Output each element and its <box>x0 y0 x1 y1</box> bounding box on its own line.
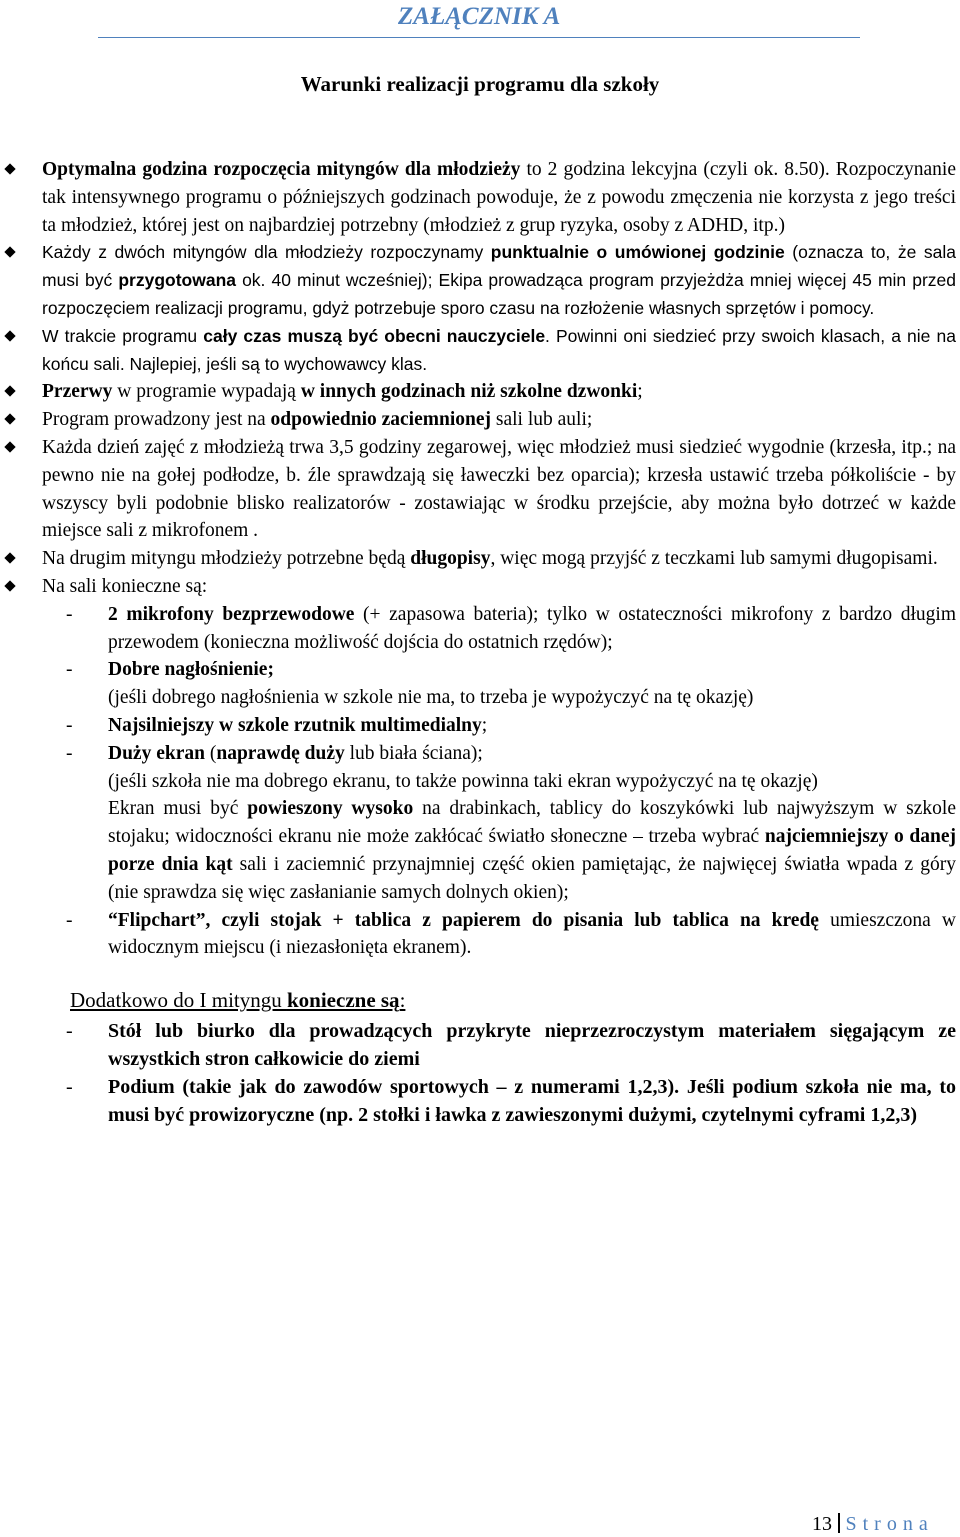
diamond-bullet-icon <box>4 247 15 258</box>
page-number: 13 <box>812 1513 832 1535</box>
diamond-bullet-icon <box>4 330 15 341</box>
bullet-bold-text: przygotowana <box>118 270 236 291</box>
equipment-flipchart <box>0 907 960 963</box>
header-rule <box>98 37 860 38</box>
equipment-text: sali i zaciemnić przynajmniej część okien pamiętając, że najwięcej światła wpada z góry (nie sprawdza się więc zasłanianie samych dolnych okien); <box>108 853 956 903</box>
bullet-text: sali lub auli; <box>491 409 593 431</box>
extra-text: Podium (takie jak do zawodów sportowych – z numerami 1,2,3). Jeśli podium szkoła nie ma, to musi być prowizoryczne (np. 2 stołki i ławka z zawieszonymi dużymi, czytelnymi cyframi 1,2,3) <box>108 1076 956 1127</box>
bullet-bold-text: Optymalna godzina rozpoczęcia mityngów dla młodzieży <box>42 159 521 180</box>
heading-bold-text: konieczne są <box>286 988 400 1013</box>
dash-marker: - <box>66 714 73 736</box>
bullet-bold-text: długopisy <box>410 548 491 570</box>
dash-marker: - <box>66 1020 73 1043</box>
bullet-text: to 2 godzina lekcyjna (czyli ok. 8.50). Rozpoczynanie tak intensywnego programu o późniejszych godzinach powoduje, że z powodu zmęczenia nie korzysta z jego treści ta młodzież, której jest on najbardziej potrzebny (młodzież z grup ryzyka, osoby z ADHD, itp.) <box>42 159 956 236</box>
equipment-bold-text: najciemniejszy o danej porze dnia kąt <box>108 826 957 875</box>
diamond-bullet-icon <box>4 580 15 591</box>
equipment-bold-text: powieszony wysoko <box>247 798 414 820</box>
diamond-bullet-icon <box>4 414 15 425</box>
equipment-bold-text: Dobre nagłośnienie; <box>108 659 274 681</box>
header-title: ZAŁĄCZNIK A <box>398 3 561 30</box>
equipment-list <box>0 601 960 962</box>
dash-marker: - <box>66 1076 73 1099</box>
bullet-breaks <box>0 378 960 406</box>
bullet-text: Na drugim mityngu młodzieży potrzebne będą <box>42 548 411 570</box>
bullet-seating <box>0 434 960 545</box>
bullet-bold-text: w innych godzinach niż szkolne dzwonki <box>300 381 638 403</box>
heading-text: : <box>399 988 406 1013</box>
equipment-text: ( <box>204 742 217 764</box>
extra-table <box>0 1017 960 1073</box>
footer-separator <box>838 1513 840 1533</box>
equipment-bold-text: “Flipchart”, czyli stojak + tablica z papierem do pisania lub tablica na kredę <box>108 909 819 931</box>
bullet-bold-text: cały czas muszą być obecni nauczyciele <box>203 325 546 346</box>
bullet-bold-text: punktualnie o umówionej godzinie <box>490 242 785 263</box>
bullet-text: ; <box>637 381 643 403</box>
dash-marker: - <box>66 659 73 681</box>
bullet-text: Każdy z dwóch mityngów dla młodzieży rozpoczynamy <box>42 242 491 263</box>
equipment-sound <box>0 656 960 712</box>
bullet-text: Na sali konieczne są: <box>42 575 208 597</box>
page-word: Strona <box>845 1513 934 1535</box>
dash-marker: - <box>66 603 73 625</box>
diamond-bullet-icon <box>4 163 15 174</box>
equipment-text: lub biała ściana); <box>344 742 483 764</box>
bullet-teachers <box>0 323 960 379</box>
bullet-text: w programie wypadają <box>112 381 301 403</box>
equipment-text: Ekran musi być <box>108 798 248 820</box>
bullet-text: W trakcie programu <box>42 325 204 346</box>
bullet-text: . Powinni oni siedzieć przy swoich klasach, a nie na końcu sali. Najlepiej, jeśli są to wychowawcy klas. <box>42 325 956 374</box>
diamond-bullet-icon <box>4 386 15 397</box>
bullet-room-equipment <box>0 573 960 601</box>
equipment-bold-text: Najsilniejszy w szkole rzutnik multimedialny <box>108 714 482 736</box>
bullet-text: ok. 40 minut wcześniej); Ekipa prowadząca program przyjeżdża mniej więcej 45 min przed rozpoczęciem realizacji programu, gdyż potrzebuje sporo czasu na rozłożenie własnych sprzętów i pomocy. <box>42 270 956 318</box>
bullet-bold-text: odpowiednio zaciemnionej <box>270 409 491 431</box>
equipment-projector <box>0 712 960 740</box>
dash-marker: - <box>66 909 73 931</box>
bullet-text: Program prowadzony jest na <box>42 409 271 431</box>
page-footer <box>812 1512 934 1536</box>
equipment-text: ; <box>481 714 488 736</box>
document-title: Warunki realizacji programu dla szkoły <box>300 72 660 96</box>
bullet-punctuality <box>0 239 960 322</box>
heading-text: Dodatkowo do I mityngu <box>70 988 287 1013</box>
equipment-bold-text: naprawdę duży <box>216 742 345 764</box>
bullet-darkened-room <box>0 406 960 434</box>
bullet-pens <box>0 545 960 573</box>
extra-requirements-list <box>0 1017 960 1129</box>
dash-marker: - <box>66 742 73 764</box>
equipment-text: (+ zapasowa bateria); tylko w ostateczności mikrofony z bardzo długim przewodem (konieczna możliwość dojścia do ostatnich rzędów); <box>108 603 956 653</box>
equipment-microphones <box>0 601 960 657</box>
equipment-bold-text: Duży ekran <box>108 742 205 764</box>
extra-text: Stół lub biurko dla prowadzących przykryte nieprzezroczystym materiałem sięgającym ze wszystkich stron całkowicie do ziemi <box>108 1020 956 1071</box>
equipment-screen <box>0 740 960 907</box>
equipment-text: na drabinkach, tablicy do koszykówki lub najwyższym w szkole stojaku; widoczności ekranu nie może zakłócać światło słoneczne – trzeba wybrać <box>108 798 956 848</box>
bullet-start-time <box>0 156 960 239</box>
conditions-list <box>0 156 960 601</box>
bullet-bold-text: Przerwy <box>42 381 113 403</box>
diamond-bullet-icon <box>4 552 15 563</box>
equipment-text: (jeśli dobrego nagłośnienia w szkole nie ma, to trzeba je wypożyczyć na tę okazję) <box>108 687 754 709</box>
bullet-text: , więc mogą przyjść z teczkami lub samymi długopisami. <box>490 548 938 570</box>
extra-podium <box>0 1073 960 1129</box>
equipment-bold-text: 2 mikrofony bezprzewodowe <box>108 603 355 625</box>
bullet-text: Każda dzień zajęć z młodzieżą trwa 3,5 godziny zegarowej, więc młodzież musi siedzieć wygodnie (krzesła, itp.; na pewno nie na gołej podłodze, b. źle sprawdzają się ławeczki bez oparcia); krzesła ustawić trzeba półkoliście - by wszyscy byli podobnie blisko realizatorów - zostawiając w środku przejście, aby można było dotrzeć w każde miejsce sali z mikrofonem . <box>42 436 956 542</box>
main-content <box>0 156 960 1129</box>
equipment-text: umieszczona w widocznym miejscu (i niezasłonięta ekranem). <box>108 909 956 959</box>
extra-requirements-heading <box>70 986 960 1015</box>
bullet-text: (oznacza to, że sala musi być <box>42 242 956 291</box>
diamond-bullet-icon <box>4 441 15 452</box>
equipment-text: (jeśli szkoła nie ma dobrego ekranu, to także powinna taki ekran wypożyczyć na tę okazję) <box>108 770 818 792</box>
